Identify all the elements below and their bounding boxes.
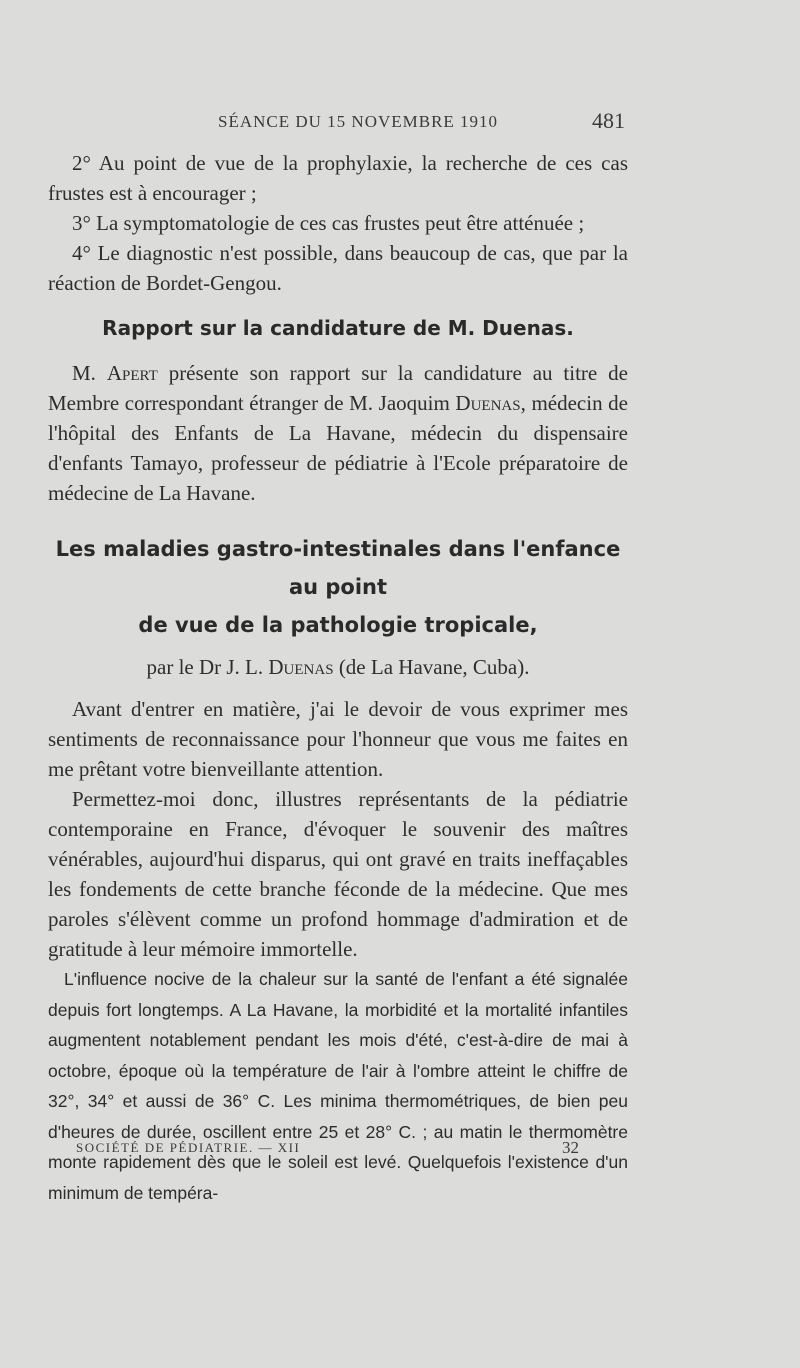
list-item: 2° Au point de vue de la prophylaxie, la recherche de ces cas frustes est à encourager ;	[48, 151, 628, 205]
byline-prefix: par le Dr J. L.	[146, 655, 269, 679]
rapport-intro: M.	[72, 361, 107, 385]
rapport-heading: Rapport sur la candidature de M. Duenas.	[102, 316, 574, 340]
list-item: 4° Le diagnostic n'est possible, dans beaucoup de cas, que par la réaction de Bordet-Gengou.	[48, 241, 628, 295]
rapport-text-part2: , médecin de l'hôpital des Enfants de La Havane, médecin du dispensaire d'enfants Tamayo, professeur de pédiatrie à l'Ecole préparatoire de médecine de La Havane.	[48, 391, 629, 505]
article-title-line2: de vue de la pathologie tropicale,	[138, 613, 538, 637]
article-title-line1: Les maladies gastro-intestinales dans l'enfance au point	[55, 537, 621, 599]
rapport-presenter-name: Apert	[106, 361, 158, 385]
article-paragraph: Permettez-moi donc, illustres représentants de la pédiatrie contemporaine en France, d'évoquer le souvenir des maîtres vénérables, aujourd'hui disparus, qui ont gravé en traits ineffaçables les fondements de cette branche féconde de la médecine. Que mes paroles s'élèvent comme un profond hommage d'admiration et de gratitude à leur mémoire immortelle.	[48, 787, 628, 961]
article-small-paragraph: L'influence nocive de la chaleur sur la santé de l'enfant a été signalée depuis fort longtemps. A La Havane, la morbidité et la mortalité infantiles augmentent notablement pendant les mois d'été, c'est-à-dire de mai à octobre, époque où la température de l'air à l'ombre atteint le chiffre de 32°, 34° et aussi de 36° C. Les minima thermométriques, de bien peu d'heures de durée, oscillent entre 25 et 28° C. ; au matin le thermomètre monte rapidement dès que le soleil est levé. Quelquefois l'existence d'un minimum de tempéra-	[48, 969, 628, 1203]
article-byline	[48, 652, 628, 682]
byline-suffix: (de La Havane, Cuba).	[333, 655, 530, 679]
running-title: SÉANCE DU 15 NOVEMBRE 1910	[218, 112, 499, 131]
page-number: 481	[592, 108, 625, 133]
article-heading	[48, 530, 628, 644]
rapport-text-part1: présente son rapport sur la candidature au titre de Membre correspondant étranger de M. Jaoquim	[48, 361, 628, 415]
body-text	[48, 148, 628, 1208]
list-item: 3° La symptomatologie de ces cas frustes peut être atténuée ;	[72, 211, 585, 235]
footer-signature: SOCIÉTÉ DE PÉDIATRIE. — XII	[76, 1140, 301, 1155]
page-footer	[0, 1138, 800, 1162]
rapport-paragraph	[48, 358, 628, 508]
page-header	[0, 108, 800, 136]
small-print-section	[48, 964, 628, 1208]
article-paragraph: Avant d'entrer en matière, j'ai le devoir de vous exprimer mes sentiments de reconnaissance pour l'honneur que vous me faites en me prêtant votre bienveillante attention.	[48, 697, 628, 781]
rapport-candidate-name: Duenas	[455, 391, 521, 415]
byline-author: Duenas	[268, 655, 334, 679]
footer-sheet-number: 32	[562, 1138, 579, 1157]
